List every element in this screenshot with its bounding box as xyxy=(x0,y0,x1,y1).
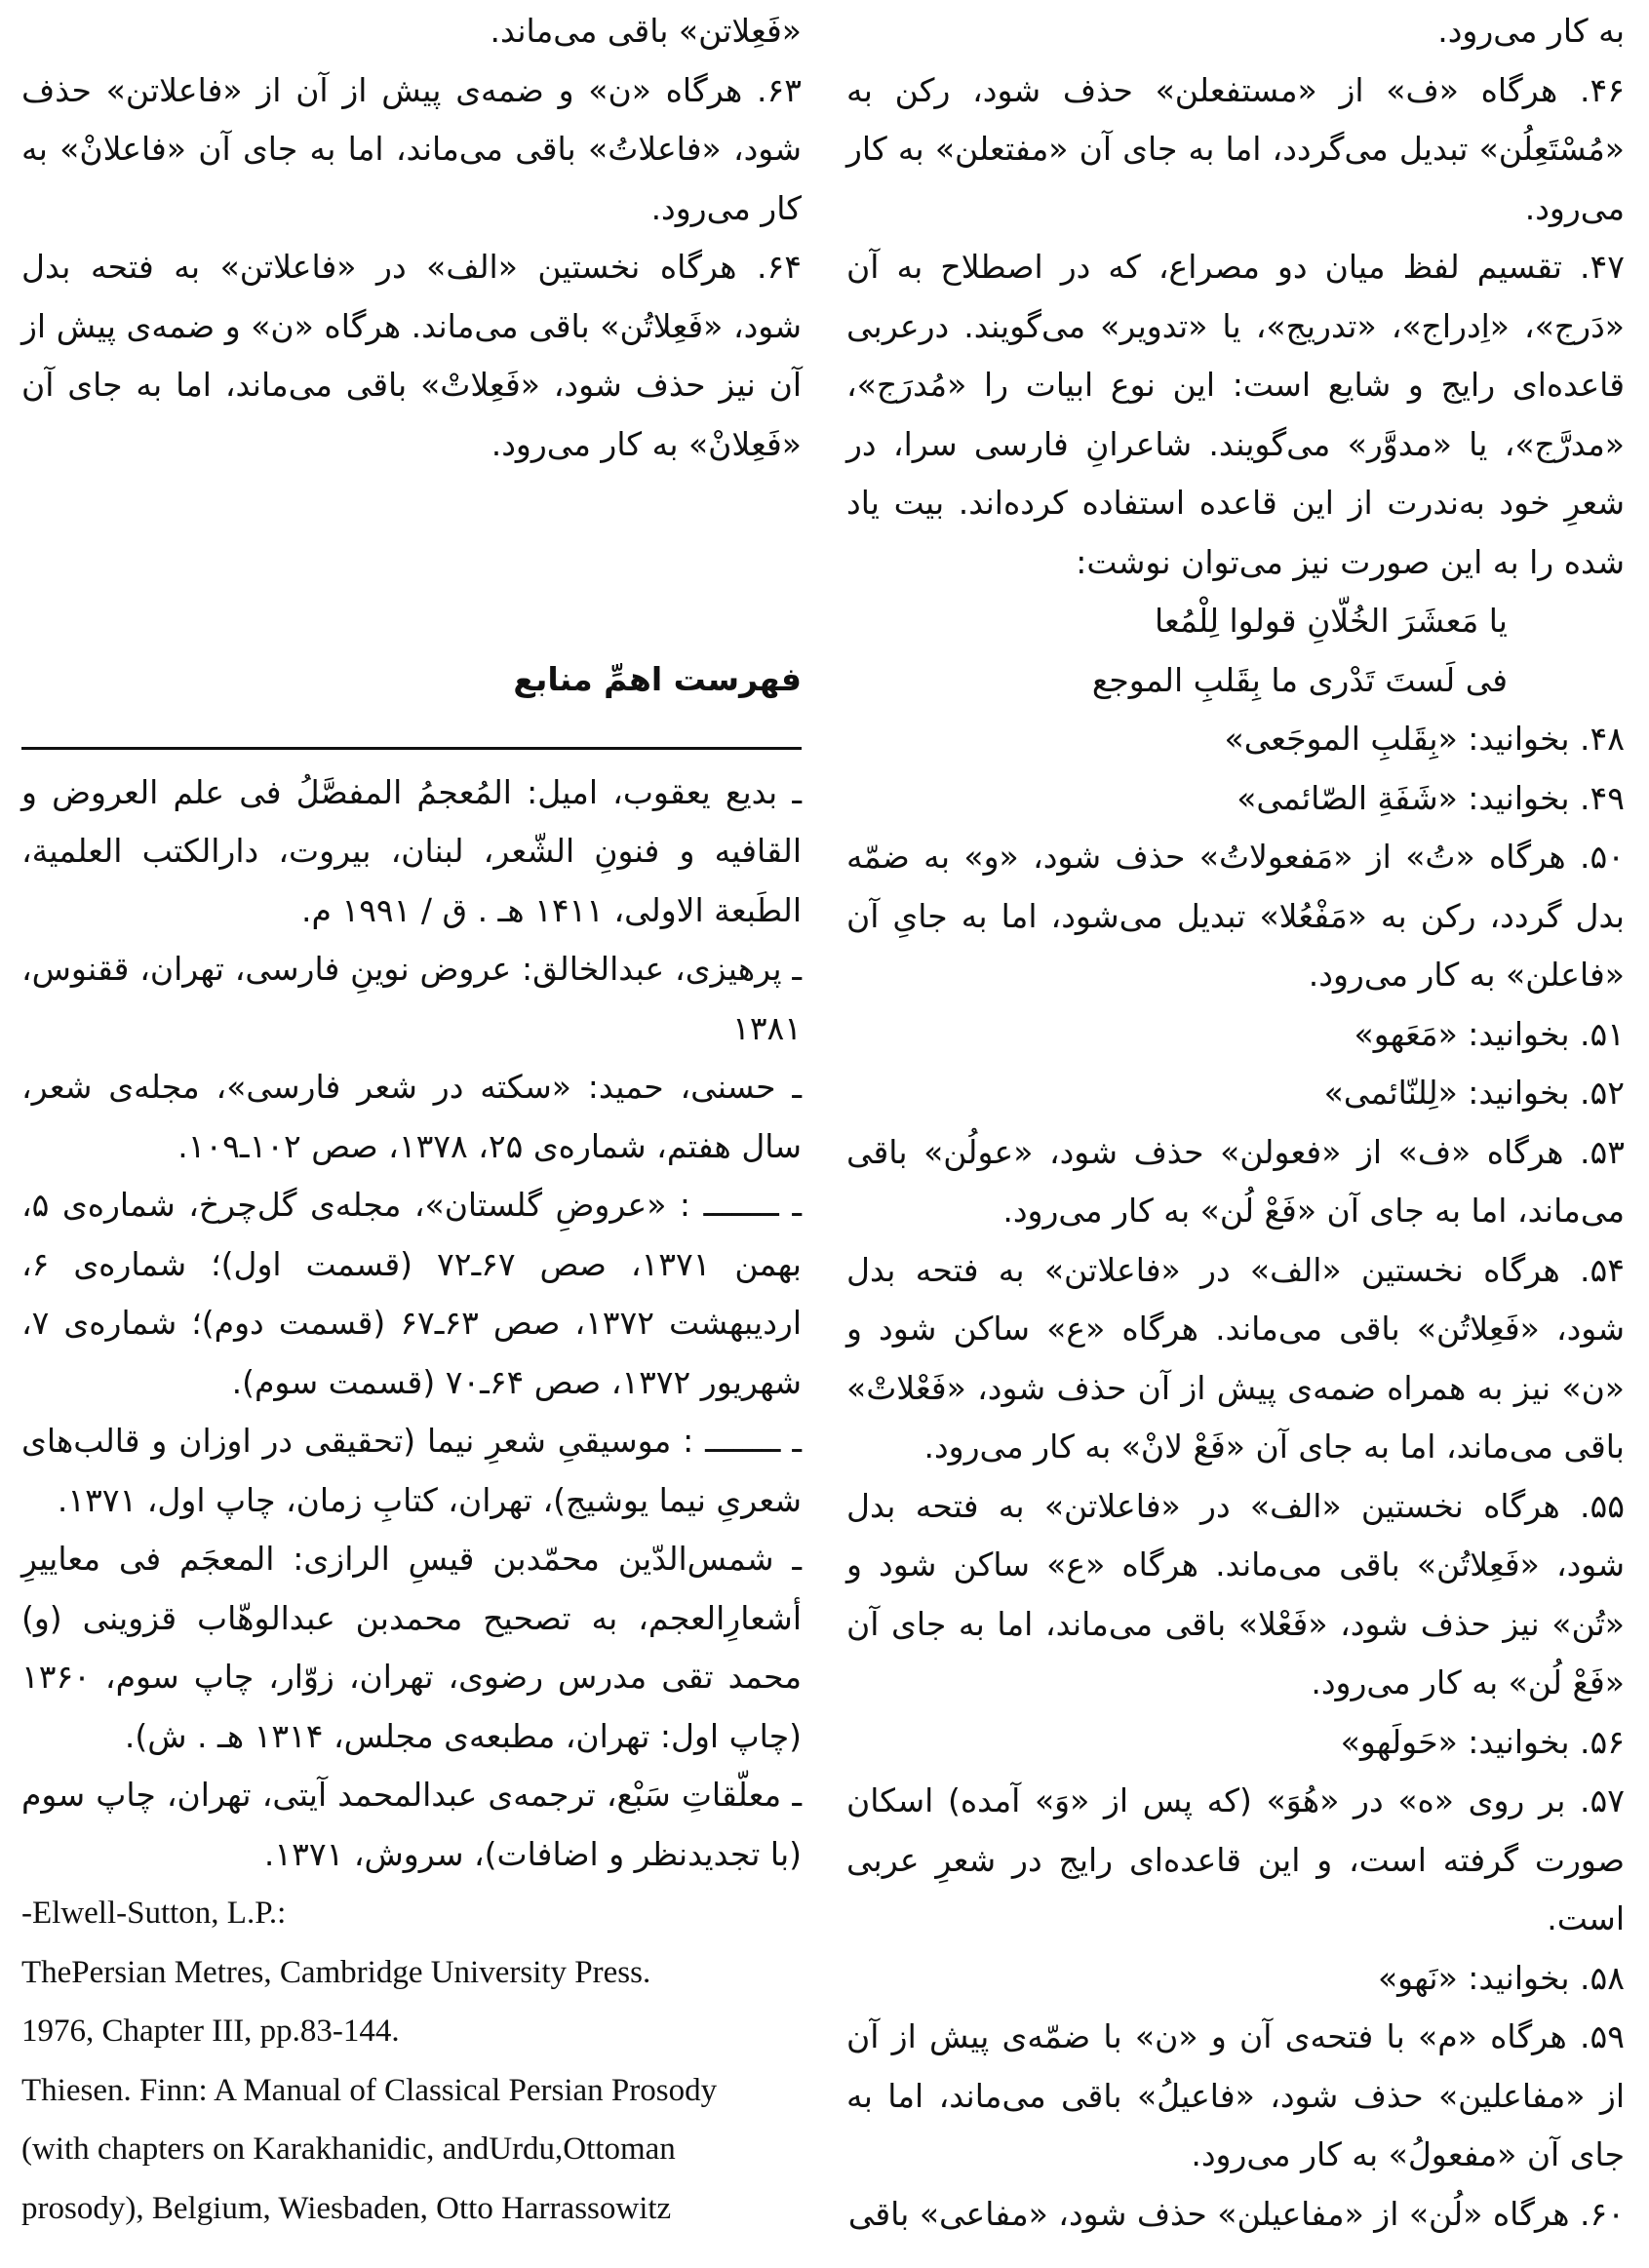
continued-line: «فَعِلاتن» باقی می‌ماند. xyxy=(490,12,802,50)
note-56: ۵۶. بخوانید: «حَولَهو» xyxy=(1340,1722,1625,1761)
note-55: ۵۵. هرگاه نخستین «الف» در «فاعلاتن» به فتحه بدل شود، «فَعِلاتُن» باقی می‌ماند. هرگاه «ع» ساکن شود و «تُن» نیز حذف شود، «فَعْلا» باقی می‌ماند، اما به جای آن «فَعْ لُن» به کار می‌رود. xyxy=(846,1486,1625,1701)
section-spacer xyxy=(21,474,802,650)
note-60: ۶۰. هرگاه «لُن» از «مفاعیلن» حذف شود، «مفاعی» باقی xyxy=(847,2194,1625,2233)
right-column xyxy=(846,2,1625,2244)
note-50: ۵۰. هرگاه «تُ» از «مَفعولاتُ» حذف شود، «و» به ضمّه بدل گردد، رکن به «مَفْعُلا» تبدیل می‌شود، اما به جایِ آن «فاعلن» به کار می‌رود. xyxy=(846,838,1625,994)
english-reference-line: prosody), Belgium, Wiesbaden, Otto Harrassowitz xyxy=(21,2190,672,2226)
english-reference-line: (with chapters on Karakhanidic, andUrdu,Ottoman xyxy=(21,2131,676,2167)
bibliography-heading: فهرست اهمِّ منابع xyxy=(513,660,802,698)
note-58: ۵۸. بخوانید: «نَهو» xyxy=(1377,1958,1625,1997)
verse-line-1: یا مَعشَرَ الخُلّانِ قولوا لِلْمُعا xyxy=(1154,602,1508,640)
english-reference-line: 1976, Chapter III, pp.83-144. xyxy=(21,2014,400,2049)
left-column xyxy=(21,2,802,2238)
continued-line: به کار می‌رود. xyxy=(1437,12,1625,50)
note-51: ۵۱. بخوانید: «مَعَهو» xyxy=(1354,1014,1625,1053)
bibliography-entry: ـ حسنی، حمید: «سکته در شعر فارسی»، مجله‌ی شعر، سال هفتم، شماره‌ی ۲۵، ۱۳۷۸، صص ۱۰۲ـ۱۰۹. xyxy=(21,1068,802,1165)
note-53: ۵۳. هرگاه «ف» از «فعولن» حذف شود، «عولُن» باقی می‌ماند، اما به جای آن «فَعْ لُن» به کار می‌رود. xyxy=(846,1132,1625,1230)
english-reference-line: -Elwell-Sutton, L.P.: xyxy=(21,1896,287,1931)
heading-divider xyxy=(21,747,802,750)
bibliography-entry: ـ ــــــــ : موسیقیِ شعرِ نیما (تحقیقی در اوزان و قالب‌های شعریِ نیما یوشیج)، تهران، کتابِ زمان، چاپ اول، ۱۳۷۱. xyxy=(21,1422,802,1519)
english-reference-line: Thiesen. Finn: A Manual of Classical Persian Prosody xyxy=(21,2072,718,2108)
bibliography-entry: ـ شمس‌الدّین محمّدبن قیسِ الرازی: المعجَم فی معاییرِ أشعارِالعجم، به تصحیح محمدبن عبدالوهّاب قزوینی (و) محمد تقی مدرس رضوی، تهران، زوّار، چاپ سوم، ۱۳۶۰ (چاپ اول: تهران، مطبعه‌ی مجلس، ۱۳۱۴ هـ . ش). xyxy=(21,1540,802,1755)
note-59: ۵۹. هرگاه «م» با فتحه‌ی آن و «ن» با ضمّه‌ی پیش از آن از «مفاعلین» حذف شود، «فاعیلُ» باقی می‌ماند، اما به جای آن «مفعولُ» به کار می‌رود. xyxy=(846,2017,1625,2173)
bibliography-entry: ـ پرهیزی، عبدالخالق: عروض نوینِ فارسی، تهران، ققنوس، ۱۳۸۱ xyxy=(21,950,802,1047)
note-63: ۶۳. هرگاه «ن» و ضمه‌ی پیش از آن از «فاعلاتن» حذف شود، «فاعلاتُ» باقی می‌ماند، اما به جای آن «فاعلانْ» به کار می‌رود. xyxy=(21,70,802,227)
note-47: ۴۷. تقسیم لفظ میان دو مصراع، که در اصطلاح به آن «دَرج»، «اِدراج»، «تدریج»، یا «تدویر» می‌گویند. درعربی قاعده‌ای رایج و شایع است: این نوع ابیات را «مُدرَج»، «مدرَّج»، یا «مدوَّر» می‌گویند. شاعرانِ فارسی سرا، در شعرِ خود به‌ندرت از این قاعده استفاده کرده‌اند. بیت یاد شده را به این صورت نیز می‌توان نوشت: xyxy=(846,248,1625,581)
note-54: ۵۴. هرگاه نخستین «الف» در «فاعلاتن» به فتحه بدل شود، «فَعِلاتُن» باقی می‌ماند. هرگاه «ع» ساکن شود و «ن» نیز به همراه ضمه‌ی پیش از آن حذف شود، «فَعْلاتْ» باقی می‌ماند، اما به جای آن «فَعْ لانْ» به کار می‌رود. xyxy=(846,1250,1625,1466)
note-52: ۵۲. بخوانید: «لِلنّائمی» xyxy=(1323,1074,1625,1112)
verse-line-2: فی لَستَ تَدْری ما بِقَلبِ الموجع xyxy=(1091,660,1508,699)
bibliography-entry: ـ معلّقاتِ سَبْع، ترجمه‌ی عبدالمحمد آیتی، تهران، چاپ سوم (با تجدیدنظر و اضافات)، سروش، ۱۳۷۱. xyxy=(21,1776,802,1873)
english-reference-line: ThePersian Metres, Cambridge University Press. xyxy=(21,1954,651,1990)
note-46: ۴۶. هرگاه «ف» از «مستفعلن» حذف شود، رکن به «مُسْتَعِلُن» تبدیل می‌گردد، اما به جای آن «مفتعلن» به کار می‌رود. xyxy=(846,70,1625,227)
note-64: ۶۴. هرگاه نخستین «الف» در «فاعلاتن» به فتحه بدل شود، «فَعِلاتُن» باقی می‌ماند. هرگاه «ن» و ضمه‌ی پیش از آن نیز حذف شود، «فَعِلاتْ» باقی می‌ماند، اما به جای آن «فَعِلانْ» به کار می‌رود. xyxy=(21,248,802,463)
note-57: ۵۷. بر روی «ه» در «هُوَ» (که پس از «وَ» آمده) اسکان صورت گرفته است، و این قاعده‌ای رایج در شعرِ عربی است. xyxy=(846,1781,1625,1937)
note-48: ۴۸. بخوانید: «بِقَلبِ الموجَعی» xyxy=(1224,720,1625,758)
bibliography-entry: ـ بدیع یعقوب، امیل: المُعجمُ المفصَّلُ فی علم العروض و القافیه و فنونِ الشّعر، لبنان، بیروت، دارالکتب العلمیة، الطَبعة الاولی، ۱۴۱۱ هـ . ق / ۱۹۹۱ م. xyxy=(21,772,802,929)
bibliography-entry: ـ ــــــــ : «عروضِ گلستان»، مجله‌ی گل‌چرخ، شماره‌ی ۵، بهمن ۱۳۷۱، صص ۶۷ـ۷۲ (قسمت اول)؛ شماره‌ی ۶، اردیبهشت ۱۳۷۲، صص ۶۳ـ۶۷ (قسمت دوم)؛ شماره‌ی ۷، شهریور ۱۳۷۲، صص ۶۴ـ۷۰ (قسمت سوم). xyxy=(21,1186,802,1401)
note-49: ۴۹. بخوانید: «شَفَةِ الصّائمی» xyxy=(1237,778,1625,817)
